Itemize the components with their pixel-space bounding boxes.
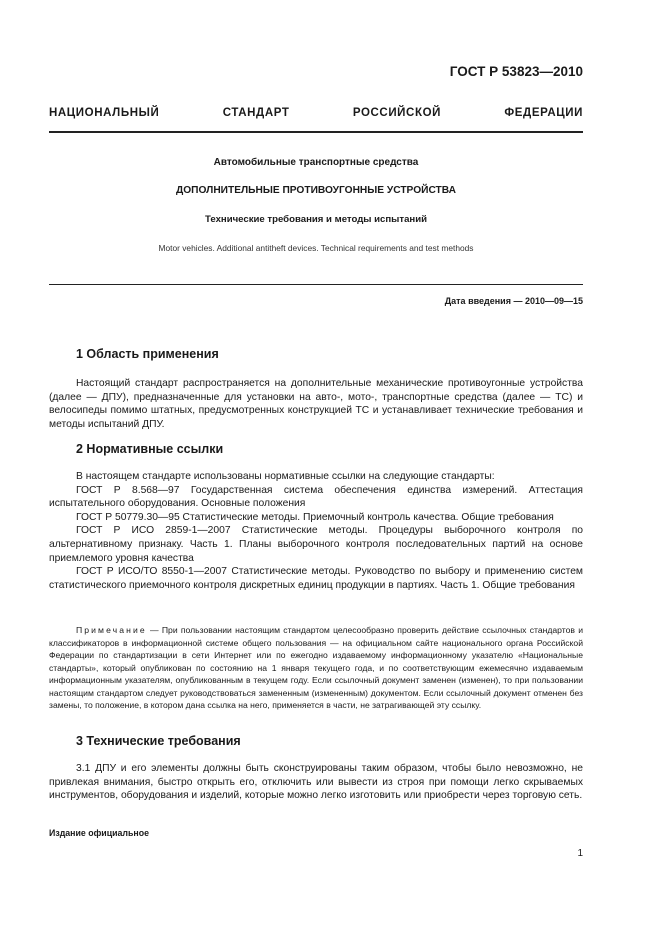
section-heading: 1 Область применения [76,347,219,361]
standard-title: НАЦИОНАЛЬНЫЙ СТАНДАРТ РОССИЙСКОЙ ФЕДЕРАЦИИ [49,107,583,119]
reference-item [49,524,583,565]
reference-item [49,565,583,592]
paragraph [49,762,583,803]
section-heading: 2 Нормативные ссылки [76,442,224,456]
reference-text: ГОСТ Р 8.568—97 Государственная система обеспечения единства измерений. Аттестация испытательного оборудования. Основные положения [49,484,583,510]
reference-text: ГОСТ Р ИСО 2859-1—2007 Статистические методы. Процедуры выборочного контроля по альтернативному признаку. Часть 1. Планы выборочного контроля последовательных партий на основе приемлемого уровня качества [49,525,583,564]
divider [49,284,583,285]
reference-item [49,511,583,525]
note-label: Примечание [76,625,147,635]
paragraph [49,470,583,484]
note-text: — При пользовании настоящим стандартом целесообразно проверить действие ссылочных стандартов и классификаторов в информационной системе общего пользования — на официальном сайте национального органа Российской Федерации по стандартизации в сети Интернет или по ежегодно издаваемому информационному указателю «Национальные стандарты», который опубликован по состоянию на 1 января текущего года, и по соответствующим ежемесячно издаваемым информационным указателям, опубликованным в текущем году. Если ссылочный документ заменен (изменен), то при пользовании настоящим стандартом следует руководствоваться замененным (измененным) документом. Если ссылочный документ отменен без замены, то положение, в котором дана ссылка на него, применяется в части, не затрагивающей эту ссылку. [49,625,583,710]
intro-date: Дата введения — 2010—09—15 [444,296,583,306]
reference-text: ГОСТ Р 50779.30—95 Статистические методы. Приемочный контроль качества. Общие требования [76,511,554,523]
paragraph-text: Настоящий стандарт распространяется на дополнительные механические противоугонные устройства (далее — ДПУ), предназначенные для установки на авто-, мото-, транспортные средства (далее — ТС) и велосипеды помимо штатных, предусмотренных конструкцией ТС и устанавливает технические требования и методы испытаний ДПУ. [49,378,583,430]
note [49,624,583,712]
title-line-2: ДОПОЛНИТЕЛЬНЫЕ ПРОТИВОУГОННЫЕ УСТРОЙСТВА [176,185,456,196]
english-title: Motor vehicles. Additional antitheft devices. Technical requirements and test methods [158,243,474,253]
reference-item [49,484,583,511]
title-line-3: Технические требования и методы испытаний [204,214,428,225]
page-number: 1 [577,848,583,859]
doc-number: ГОСТ Р 53823—2010 [449,64,583,79]
paragraph-text: 3.1 ДПУ и его элементы должны быть сконструированы таким образом, чтобы было невозможно, не привлекая внимания, быстро открыть его, отключить или вывести из строя при помощи легко скрываемых инструментов, оборудования и изделий, которые можно легко изготовить или приобрести через торговую сеть. [49,763,583,802]
divider [49,131,583,133]
reference-text: ГОСТ Р ИСО/ТО 8550-1—2007 Статистические методы. Руководство по выбору и применению систем статистического приемочного контроля дискретных единиц продукции в партиях. Часть 1. Общие требования [49,566,583,591]
edition-label: Издание официальное [49,828,149,838]
section-heading: 3 Технические требования [76,734,241,748]
paragraph [49,377,583,431]
references-list [49,470,583,592]
paragraph-text: В настоящем стандарте использованы нормативные ссылки на следующие стандарты: [76,471,495,482]
title-line-1: Автомобильные транспортные средства [213,157,419,168]
